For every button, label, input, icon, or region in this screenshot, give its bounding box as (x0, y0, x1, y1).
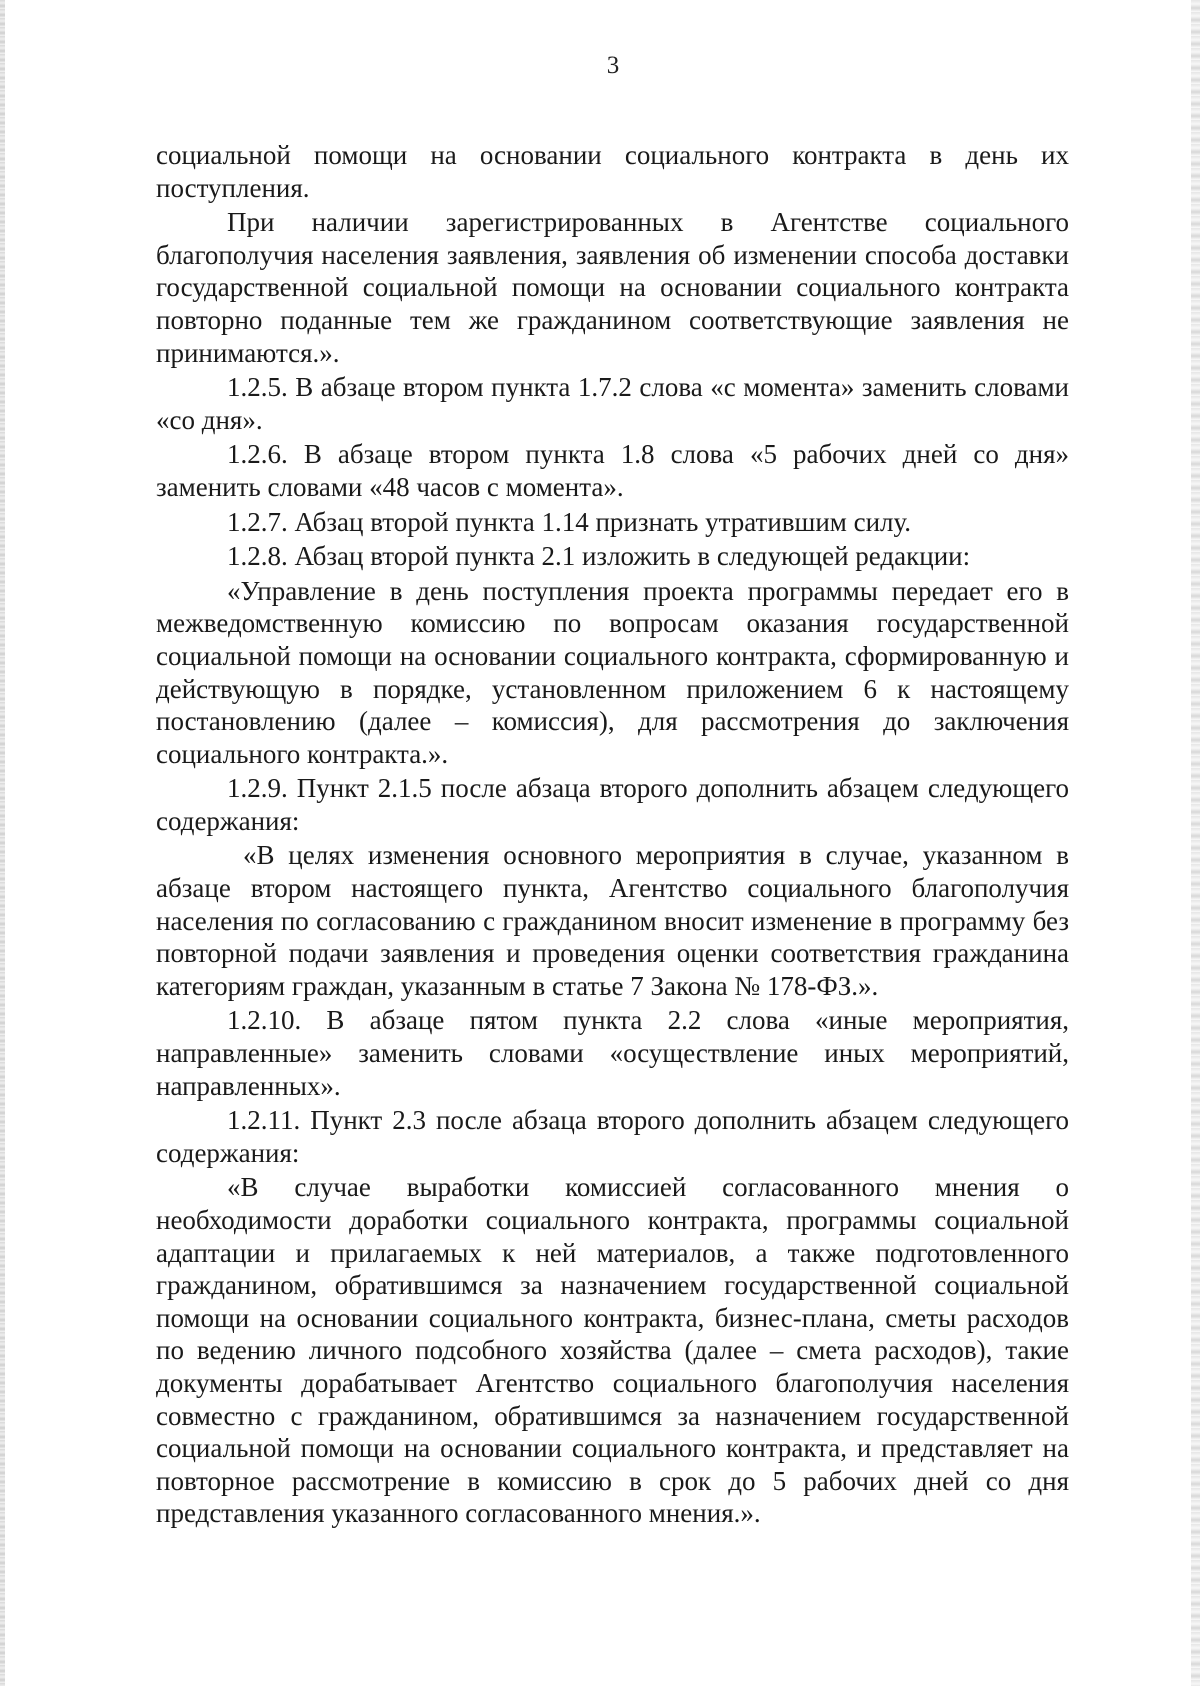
scan-edge-left (0, 0, 5, 1686)
paragraph-1-2-9-quote: «В целях изменения основного мероприятия в случае, указанном в абзаце втором настоящего пункта, Агентство социального благополучия населения по согласованию с гражданином вносит изменение в программу без повторной подачи заявления и проведения оценки соответствия гражданина категориям граждан, указанным в статье 7 Закона № 178-ФЗ.». (156, 840, 1069, 1001)
paragraph-1-2-11-quote: «В случае выработки комиссией согласованного мнения о необходимости доработки социального контракта, программы социальной адаптации и прилагаемых к ней материалов, а также подготовленного гражданином, обратившимся за назначением государственной социальной помощи на основании социального контракта, бизнес-плана, сметы расходов по ведению личного подсобного хозяйства (далее – смета расходов), такие документы дорабатывает Агентство социального благополучия населения совместно с гражданином, обратившимся за назначением государственной социальной помощи на основании социального контракта, и представляет на повторное рассмотрение в комиссию в срок до 5 рабочих дней со дня представления указанного согласованного мнения.». (156, 1172, 1069, 1529)
document-body (156, 139, 1069, 1532)
paragraph-1-2-8: 1.2.8. Абзац второй пункта 2.1 изложить в следующей редакции: (227, 541, 971, 572)
paragraph-1-2-5: 1.2.5. В абзаце втором пункта 1.7.2 слова «с момента» заменить словами «со дня». (156, 372, 1069, 435)
paragraph-1-2-10: 1.2.10. В абзаце пятом пункта 2.2 слова «иные мероприятия, направленные» заменить словами «осуществление иных мероприятий, направленных». (156, 1005, 1069, 1101)
paragraph-1-2-7: 1.2.7. Абзац второй пункта 1.14 признать утратившим силу. (227, 506, 912, 537)
paragraph-1-2-6: 1.2.6. В абзаце втором пункта 1.8 слова «5 рабочих дней со дня» заменить словами «48 часов с момента». (156, 439, 1069, 502)
paragraph-continuation: социальной помощи на основании социального контракта в день их поступления. (156, 140, 1069, 203)
paragraph-1-2-11: 1.2.11. Пункт 2.3 после абзаца второго дополнить абзацем следующего содержания: (156, 1105, 1069, 1168)
paragraph-applications-not-accepted: При наличии зарегистрированных в Агентстве социального благополучия населения заявления, заявления об изменении способа доставки государственной социальной помощи на основании социального контракта повторно поданные тем же гражданином соответствующие заявления не принимаются.». (156, 207, 1069, 368)
scan-edge-right (1191, 0, 1200, 1686)
paragraph-1-2-9: 1.2.9. Пункт 2.1.5 после абзаца второго дополнить абзацем следующего содержания: (156, 773, 1069, 836)
paragraph-1-2-8-quote: «Управление в день поступления проекта программы передает его в межведомственную комиссию по вопросам оказания государственной социальной помощи на основании социального контракта, сформированную и действующую в порядке, установленном приложением 6 к настоящему постановлению (далее – комиссия), для рассмотрения до заключения социального контракта.». (156, 575, 1069, 769)
page-number: 3 (606, 52, 620, 79)
